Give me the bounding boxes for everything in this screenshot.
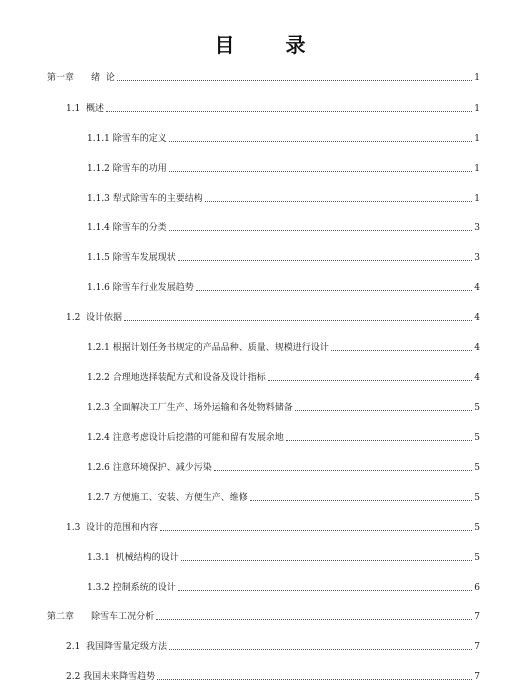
toc-entry-label: 1.1.6 除雪车行业发展趋势 [87,283,194,293]
toc-entry-page: 1 [474,104,480,114]
toc-entry-1-2-3[interactable] [87,400,480,414]
toc-entry-1-1-2[interactable] [87,161,480,175]
dot-leader [117,79,472,81]
toc-entry-page: 7 [474,672,480,682]
toc-entry-1-3[interactable] [66,520,480,534]
toc-entry-1-1[interactable] [66,101,480,115]
toc-entry-label: 第二章 除雪车工况分析 [47,612,155,622]
toc-entry-label: 1.2.2 合理地选择装配方式和设备及设计指标 [87,373,266,383]
toc-entry-page: 7 [474,642,480,652]
dot-leader [286,439,472,441]
toc-entry-label: 1.1.5 除雪车发展现状 [87,253,176,263]
dot-leader [331,349,472,351]
toc-entry-1-2[interactable] [66,310,480,324]
toc-entry-label: 1.1 概述 [66,104,105,114]
toc-entry-label: 1.1.1 除雪车的定义 [87,134,167,144]
dot-leader [295,409,472,411]
toc-entry-page: 1 [474,164,480,174]
dot-leader [169,170,472,172]
toc-entry-chapter-1[interactable] [47,70,480,84]
dot-leader [268,379,472,381]
toc-entry-1-2-7[interactable] [87,490,480,504]
toc-entry-page: 5 [474,463,480,473]
dot-leader [205,200,472,202]
dot-leader [181,559,472,561]
toc-entry-page: 5 [474,553,480,563]
toc-entry-1-1-5[interactable] [87,250,480,264]
toc-entry-page: 3 [474,253,480,263]
toc-entry-1-1-1[interactable] [87,131,480,145]
dot-leader [214,469,472,471]
toc-entry-label: 1.3 设计的范围和内容 [66,523,159,533]
toc-entry-page: 5 [474,493,480,503]
toc-entry-page: 1 [474,134,480,144]
toc-entry-label: 1.2.3 全面解决工厂生产、场外运输和各处物料储备 [87,403,293,413]
toc-entry-page: 5 [474,403,480,413]
toc-entry-label: 1.2.1 根据计划任务书规定的产品品种、质量、规模进行设计 [87,343,329,353]
dot-leader [169,229,472,231]
toc-entry-2-2[interactable] [66,669,480,683]
toc-entry-1-1-3[interactable] [87,191,480,205]
toc-entry-2-1[interactable] [66,639,480,653]
dot-leader [169,648,472,650]
toc-entry-label: 1.3.1 机械结构的设计 [87,553,179,563]
dot-leader [250,499,472,501]
toc-entry-label: 1.2 设计依据 [66,313,123,323]
toc-entry-page: 5 [474,523,480,533]
toc-entry-page: 4 [474,373,480,383]
toc-entry-1-2-1[interactable] [87,340,480,354]
dot-leader [178,259,472,261]
toc-entry-1-1-4[interactable] [87,220,480,234]
toc-entry-page: 1 [474,73,480,83]
toc-entry-1-2-6[interactable] [87,460,480,474]
toc-entry-label: 1.3.2 控制系统的设计 [87,583,176,593]
dot-leader [124,319,472,321]
toc-entry-label: 1.2.6 注意环境保护、减少污染 [87,463,212,473]
toc-entry-1-3-1[interactable] [87,550,480,564]
toc-entry-label: 1.1.2 除雪车的功用 [87,164,167,174]
dot-leader [160,529,472,531]
dot-leader [169,140,472,142]
toc-entry-1-1-6[interactable] [87,280,480,294]
toc-entry-label: 1.1.4 除雪车的分类 [87,223,167,233]
toc-entry-label: 1.2.7 方便施工、安装、方便生产、维修 [87,493,248,503]
toc-entry-page: 1 [474,194,480,204]
dot-leader [157,678,472,680]
toc-entry-page: 4 [474,343,480,353]
toc-entry-page: 6 [474,583,480,593]
toc-entry-label: 第一章 绪 论 [47,73,115,83]
toc-entry-1-2-2[interactable] [87,370,480,384]
toc-entry-label: 1.1.3 犁式除雪车的主要结构 [87,194,203,204]
toc-entry-page: 4 [474,313,480,323]
dot-leader [156,618,472,620]
toc-entry-1-2-4[interactable] [87,430,480,444]
toc-entry-page: 3 [474,223,480,233]
page-title: 目 录 [214,33,328,57]
toc-entry-label: 2.1 我国降雪量定级方法 [66,642,168,652]
dot-leader [178,589,472,591]
dot-leader [196,289,472,291]
toc-entry-page: 5 [474,433,480,443]
toc-entry-page: 7 [474,612,480,622]
toc-entry-label: 2.2 我国未来降雪趋势 [66,672,156,682]
toc-entry-label: 1.2.4 注意考虑设计后挖潜的可能和留有发展余地 [87,433,284,443]
toc-entry-1-3-2[interactable] [87,580,480,594]
toc-entry-page: 4 [474,283,480,293]
dot-leader [106,110,472,112]
toc-entry-chapter-2[interactable] [47,609,480,623]
